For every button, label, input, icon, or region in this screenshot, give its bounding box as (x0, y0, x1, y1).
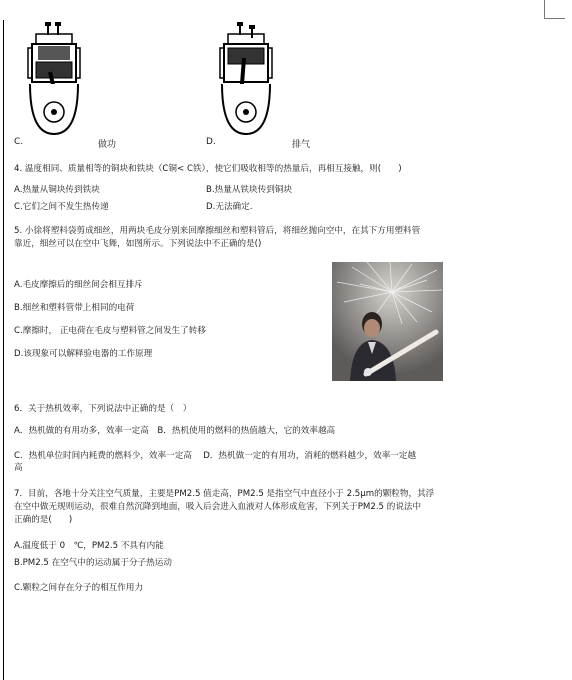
q7-stem-line2: 在空中做无规则运动，很难自然沉降到地面，吸入后会进入血液对人体形成危害，下列关于PM2.5 的说法中 (14, 502, 422, 512)
q4-option-d: D.无法确定. (206, 202, 253, 212)
q7-option-b: B.PM2.5 在空气中的运动属于分子热运动 (14, 558, 172, 568)
q7-stem-line1: 7．目前，各地十分关注空气质量，主要是PM2.5 值走高，PM2.5 是指空气中直径小于 2.5μm的颗粒物，其浮 (14, 489, 435, 499)
q6-options-cd-line1: C．热机单位时间内耗费的燃料少，效率一定高 D．热机做一定的有用功，消耗的燃料越少，效率一定越 (14, 451, 417, 461)
engine-option-d-label: 排气 (292, 140, 311, 150)
engine-diagram-power-stroke (22, 22, 88, 140)
q7-option-a: A.温度低于 0 ℃，PM2.5 不具有内能 (14, 541, 164, 551)
experiment-photo (332, 262, 443, 381)
q5-option-d: D.该现象可以解释验电器的工作原理 (14, 349, 153, 359)
q7-stem-line3: 正确的是( ) (14, 515, 73, 525)
q4-stem: 4. 温度相同、质量相等的铜块和铁块（C铜< C铁），使它们吸收相等的热量后，再相互接触，则( ) (14, 164, 402, 174)
q5-option-b: B.细丝和塑料管带上相同的电荷 (14, 303, 135, 313)
page-corner-mark (544, 0, 565, 19)
q6-options-ab: A．热机做的有用功多，效率一定高 B．热机使用的燃料的热值越大，它的效率越高 (14, 426, 336, 436)
q5-stem-line1: 5. 小徐将塑料袋剪成细丝，用两块毛皮分别来回摩擦细丝和塑料管后，将细丝抛向空中，在其下方用塑料管 (14, 226, 421, 236)
engine-option-c-label: 做功 (98, 140, 117, 150)
q6-stem: 6．关于热机效率，下列说法中正确的是（ ） (14, 404, 192, 414)
engine-option-c-letter: C. (14, 137, 24, 147)
q4-option-a: A.热量从铜块传到铁块 (14, 185, 100, 195)
engine-diagram-exhaust-stroke (214, 22, 280, 140)
q6-options-cd-line2: 高 (14, 463, 23, 473)
page-left-border (3, 20, 4, 680)
q7-option-c: C.颗粒之间存在分子的相互作用力 (14, 583, 144, 593)
q5-option-c: C.摩擦时， 正电荷在毛皮与塑料管之间发生了转移 (14, 326, 206, 336)
q4-option-c: C.它们之间不发生热传递 (14, 202, 109, 212)
engine-option-d-letter: D. (206, 137, 216, 147)
q5-option-a: A.毛皮摩擦后的细丝间会相互排斥 (14, 280, 143, 290)
q4-option-b: B.热量从铁块传到铜块 (206, 185, 292, 195)
q5-stem-line2: 靠近，细丝可以在空中飞舞，如图所示。下列说法中不正确的是() (14, 239, 262, 249)
